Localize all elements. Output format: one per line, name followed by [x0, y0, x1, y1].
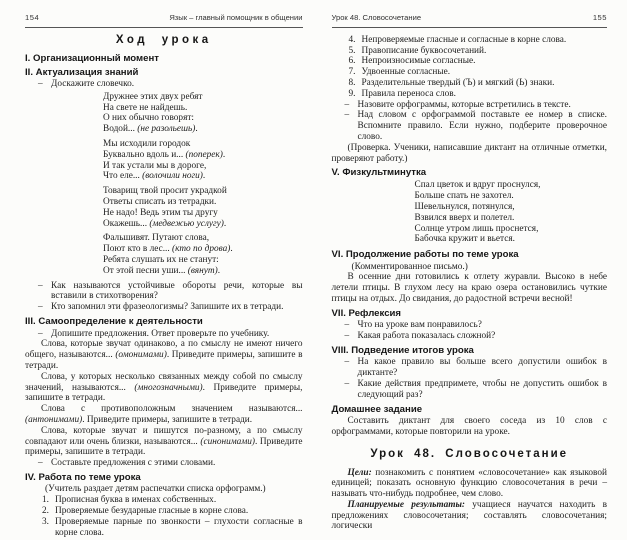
- verse-line: Что еле... (волочили ноги).: [103, 171, 206, 182]
- verse-line: Ответы списать из тетрадки.: [103, 197, 217, 208]
- verse-line: Солнце утром лишь проснется,: [414, 223, 539, 234]
- section-heading: Домашнее задание: [331, 403, 423, 415]
- verse-line: На свете не найдешь.: [103, 102, 188, 113]
- dash-marker: –: [38, 328, 43, 339]
- dash-marker: –: [38, 79, 43, 90]
- dash-marker: –: [38, 458, 43, 469]
- dash-marker: –: [344, 110, 350, 121]
- dash-marker: –: [344, 99, 350, 110]
- item-number: 9.: [348, 88, 356, 99]
- paragraph: Слова, у которых несколько связанных между собой по смыслу значений, называются... (многозначными). Приведите примеры, запишите в тетради.: [25, 371, 303, 404]
- dash-marker: –: [344, 379, 350, 390]
- section-heading: II. Актуализация знаний: [25, 66, 139, 78]
- numbered-item: 5. Правописание буквосочетаний.: [348, 45, 487, 56]
- section-heading: IV. Работа по теме урока: [25, 471, 141, 483]
- paragraph-lead: Планируемые результаты:: [347, 499, 466, 510]
- dash-marker: –: [344, 357, 350, 368]
- numbered-item: 4. Непроверяемые гласные и согласные в корне слова.: [348, 34, 567, 45]
- verse-line: Буквально вдоль и... (поперек).: [103, 149, 226, 160]
- dash-item: – Составьте предложения с этими словами.: [38, 458, 216, 469]
- dash-item: – Какие действия предпримете, чтобы не допустить ошибок в следующий раз?: [344, 379, 607, 400]
- verse-line: Мы исходили городок: [103, 139, 191, 150]
- verse-line: Дружнее этих двух ребят: [103, 91, 203, 102]
- paragraph: В осенние дни готовились к отлету журавли. Высоко в небе летели птицы. В глухом лесу на краю озера остановились чуткие птицы на отдых. До свидания, до радостной встречи весной!: [331, 272, 607, 305]
- section-heading: VII. Рефлексия: [331, 307, 402, 319]
- numbered-item: 3. Проверяемые парные по звонкости – глухости согласные в корне слова.: [42, 516, 303, 538]
- section-heading: VI. Продолжение работы по теме урока: [331, 249, 519, 261]
- verse-line: Ребята слушать их не станут:: [103, 255, 219, 266]
- page-right: [314, 0, 627, 540]
- section-heading: VIII. Подведение итогов урока: [331, 344, 474, 356]
- verse-line: Взвился вверх и полетел.: [414, 212, 515, 223]
- item-number: 6.: [348, 56, 356, 67]
- verse-stanza: [103, 139, 303, 182]
- running-header-title-left: Язык – главный помощник в общении: [169, 13, 303, 22]
- dash-item: – На какое правило вы больше всего допустили ошибок в диктанте?: [344, 357, 607, 379]
- paragraph-lead: Цели:: [347, 467, 372, 478]
- item-number: 8.: [348, 77, 356, 88]
- verse-line: Поют кто в лес... (кто по дрова).: [103, 244, 233, 255]
- verse-line: Фальшивят. Путают слова,: [103, 233, 210, 244]
- paragraph: Слова, которые звучат и пишутся по-разному, а по смыслу совпадают или очень близки, называются... (синонимами). Приведите примеры, запишите в тетради.: [25, 425, 303, 458]
- dash-item: – Что на уроке вам понравилось?: [344, 320, 482, 331]
- paragraph: Составить диктант для своего соседа из 10 слов с орфограммами, которые повторили на уроке.: [331, 416, 607, 437]
- verse-line: О них обычно говорят:: [103, 113, 194, 124]
- parenthetical-note: (Учитель раздает детям распечатки списка орфограмм.): [45, 484, 266, 495]
- verse-line: От этой песни уши... (вянут).: [103, 265, 221, 276]
- numbered-item: 1. Прописная буква в именах собственных.: [42, 495, 217, 506]
- paragraph: Слова с противоположным значением называются... (антонимами). Приведите примеры, запишите в тетради.: [25, 404, 303, 425]
- dash-marker: –: [344, 320, 350, 331]
- numbered-item: 9. Правила переноса слов.: [348, 88, 456, 99]
- verse-line: Окажешь... (медвежью услугу).: [103, 218, 227, 229]
- dash-marker: –: [38, 302, 43, 313]
- verse-line: Шевельнулся, потянулся,: [414, 201, 515, 212]
- page-number-left: 154: [25, 13, 40, 22]
- item-number: 1.: [42, 495, 49, 506]
- page-content-left: [25, 53, 303, 539]
- numbered-item: 6. Непроизносимые согласные.: [348, 56, 476, 67]
- item-number: 5.: [348, 45, 356, 56]
- dash-item: – Доскажите словечко.: [38, 79, 135, 90]
- section-heading: V. Физкультминутка: [331, 167, 427, 179]
- lesson-flow-title: Ход урока: [115, 33, 212, 46]
- verse-stanza: [103, 233, 303, 276]
- running-header-right: [332, 13, 608, 28]
- paragraph: Планируемые результаты: учащиеся научатся находить в предложениях словосочетания; составлять словосочетания; логически: [331, 499, 607, 532]
- paragraph: Слова, которые звучат одинаково, а по смыслу не имеют ничего общего, называются... (омонимами). Приведите примеры, запишите в тетради.: [25, 339, 303, 371]
- verse-line: Водой... (не разольешь).: [103, 124, 198, 135]
- dash-item: – Как называются устойчивые обороты речи, которые вы вставили в стихотворения?: [38, 280, 303, 302]
- item-number: 7.: [348, 67, 356, 78]
- dash-item: – Над словом с орфограммой поставьте ее номер в списке. Вспомните правило. Если нужно, подберите проверочное слово.: [344, 110, 607, 142]
- running-header-title-right: Урок 48. Словосочетание: [331, 13, 422, 22]
- verse-line: И так устали мы в дороге,: [103, 160, 207, 171]
- verse-line: Больше спать не захотел.: [414, 191, 514, 202]
- dash-item: – Назовите орфограммы, которые встретились в тексте.: [344, 99, 571, 110]
- page-number-right: 155: [592, 13, 607, 22]
- dash-item: – Допишите предложения. Ответ проверьте по учебнику.: [38, 328, 270, 339]
- dash-item: – Какая работа показалась сложной?: [344, 331, 496, 342]
- dash-marker: –: [344, 331, 350, 342]
- section-heading: I. Организационный момент: [25, 52, 159, 64]
- dash-marker: –: [38, 280, 43, 291]
- verse-line: Бабочка кружит и вьется.: [414, 234, 515, 245]
- numbered-item: 7. Удвоенные согласные.: [348, 67, 451, 78]
- verse-stanza: [103, 186, 303, 229]
- paragraph: (Проверка. Ученики, написавшие диктант на отличные отметки, проверяют работу.): [331, 142, 607, 164]
- section-heading: III. Самоопределение к деятельности: [25, 316, 203, 328]
- verse-line: Товарищ твой просит украдкой: [103, 186, 227, 197]
- numbered-item: 2. Проверяемые безударные гласные в корне слова.: [42, 505, 249, 516]
- running-header-left: [25, 13, 303, 28]
- item-number: 2.: [42, 505, 49, 516]
- item-number: 3.: [42, 516, 49, 527]
- page-content-right: [332, 35, 608, 532]
- verse-line: Спал цветок и вдруг проснулся,: [414, 180, 541, 191]
- parenthetical-note: (Комментированное письмо.): [351, 261, 468, 272]
- paragraph: Цели: познакомить с понятием «словосочетание» как языковой единицей; показать основную функцию словосочетания в речи – называть что-нибудь подробнее, чем слово.: [331, 467, 607, 500]
- numbered-item: 8. Разделительные твердый (Ъ) и мягкий (Ь) знаки.: [348, 77, 555, 88]
- verse-line: Не надо! Ведь этим ты другу: [103, 207, 218, 218]
- dash-item: – Кто запомнил эти фразеологизмы? Запишите их в тетради.: [38, 302, 284, 313]
- lesson-title: Урок 48. Словосочетание: [370, 447, 569, 460]
- verse-stanza: [415, 180, 608, 245]
- verse-stanza: [103, 92, 303, 135]
- item-number: 4.: [348, 34, 356, 45]
